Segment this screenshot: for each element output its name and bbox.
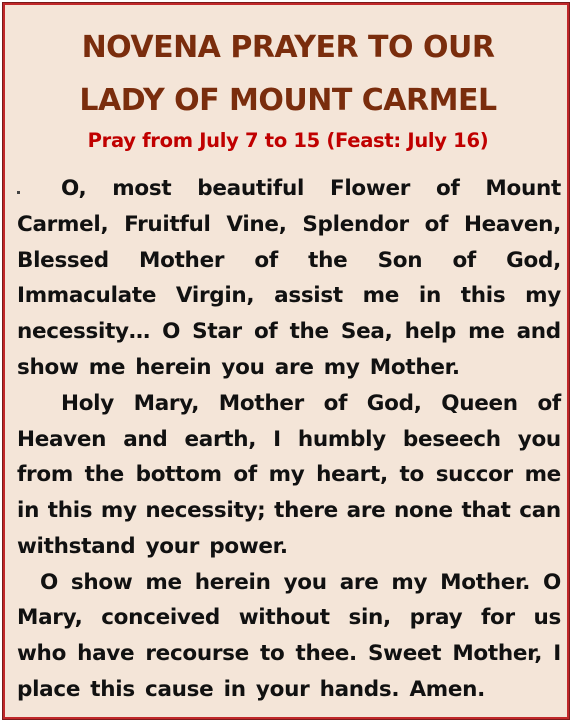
prayer-line: Immaculate Virgin, assist me in this my <box>17 283 561 308</box>
page-title-line-2: LADY OF MOUNT CARMEL <box>79 83 497 118</box>
prayer-line: withstand your power. <box>17 534 288 559</box>
prayer-line: place this cause in your hands. Amen. <box>17 677 486 702</box>
prayer-line: who have recourse to thee. Sweet Mother, I <box>17 641 561 666</box>
prayer-line: Heaven and earth, I humbly beseech you <box>17 427 561 452</box>
prayer-line: Carmel, Fruitful Vine, Splendor of Heaven, <box>17 212 561 237</box>
prayer-line: Holy Mary, Mother of God, Queen of <box>61 391 561 416</box>
prayer-line: Blessed Mother of the Son of God, <box>17 248 561 273</box>
prayer-line: necessity… O Star of the Sea, help me and <box>17 319 561 344</box>
prayer-card <box>3 3 569 719</box>
page-title-line-1: NOVENA PRAYER TO OUR <box>81 30 495 65</box>
prayer-line: O, most beautiful Flower of Mount <box>61 176 561 201</box>
prayer-line: from the bottom of my heart, to succor me <box>17 462 561 487</box>
prayer-line: show me herein you are my Mother. <box>17 355 460 380</box>
prayer-line: O show me herein you are my Mother. O <box>40 570 561 595</box>
prayer-line: in this my necessity; there are none that can <box>17 498 561 523</box>
prayer-line: Mary, conceived without sin, pray for us <box>17 605 561 630</box>
subtitle: Pray from July 7 to 15 (Feast: July 16) <box>87 129 489 152</box>
bullet-dot <box>17 191 20 194</box>
